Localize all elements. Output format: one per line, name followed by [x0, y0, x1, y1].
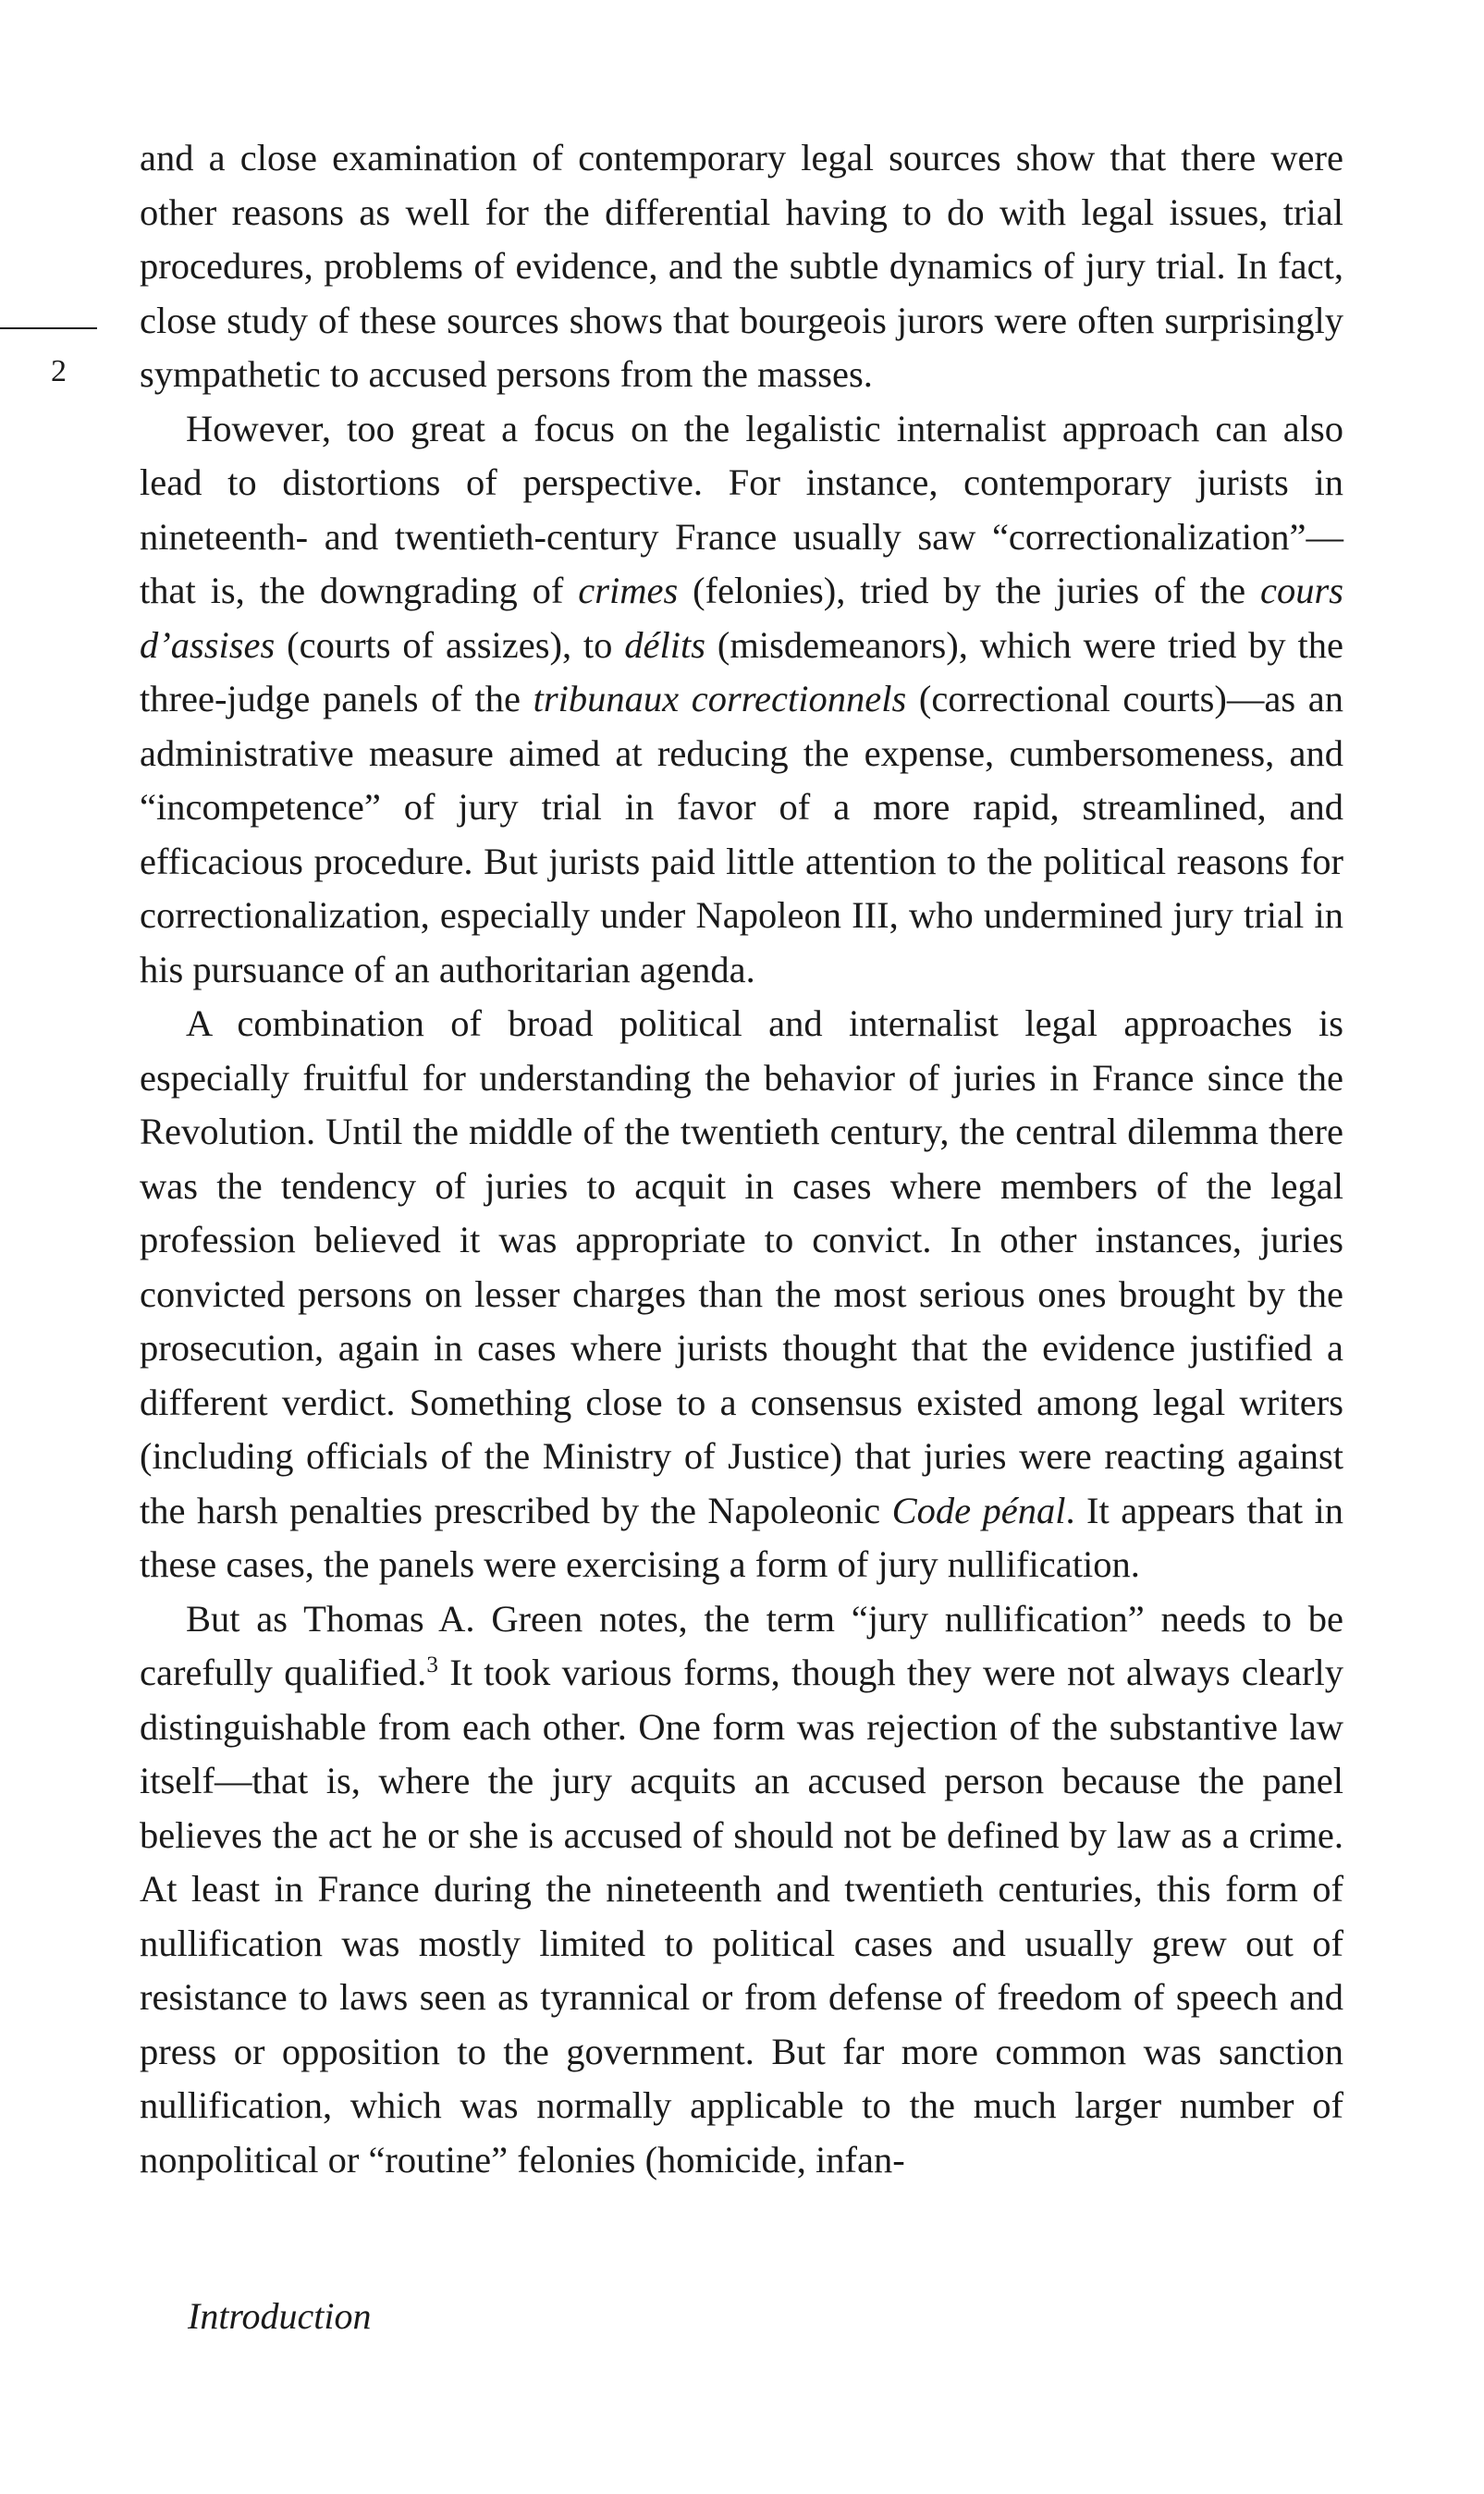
- italic-term-code-penal: Code pénal: [891, 1489, 1066, 1531]
- text-run: (courts of assizes), to: [275, 623, 625, 666]
- text-run: However, too great a focus on the legalistic internalist approach can also lead to distortions of perspective. For instance, contemporary jurists in nineteenth- and twentieth-century France usually saw “correctionalization”— that is, the downgrading of: [140, 407, 1343, 611]
- text-run: (correctional courts)—as an administrative measure aimed at reducing the expense, cumbersomeness, and “incompetence” of jury trial in favor of a more rapid, streamlined, and efficacious procedure. But jurists paid little attention to the political reasons for correctionalization, especially under Napoleon III, who undermined jury trial in his pursuance of an authoritarian agenda.: [140, 678, 1343, 990]
- paragraph-1: and a close examination of contemporary legal sources show that there were other reasons as well for the differential having to do with legal issues, trial procedures, problems of evidence, and the subtle dynamics of jury trial. In fact, close study of these sources shows that bourgeois jurors were often surprisingly sympathetic to accused persons from the masses.: [140, 137, 1343, 395]
- text-run: A combination of broad political and internalist legal approaches is especially fruitful for understanding the behavior of juries in France since the Revolution. Until the middle of the twentieth century, the central dilemma there was the tendency of juries to acquit in cases where members of the legal profession believed it was appropriate to convict. In other instances, juries convicted persons on lesser charges than the most serious ones brought by the prosecution, again in cases where jurists thought that the evidence justified a different verdict. Something close to a consensus existed among legal writers (including officials of the Ministry of Justice) that juries were reacting against the harsh penalties prescribed by the Napoleonic: [140, 1002, 1343, 1531]
- text-run: But as Thomas A. Green notes, the term “jury nullification” needs to be carefully qualified.: [140, 1597, 1343, 1693]
- body-text: [140, 131, 1343, 2187]
- paragraph-3: [140, 997, 1343, 1592]
- page-number-rule: [0, 327, 97, 329]
- text-run: . It appears that in these cases, the panels were exercising a form of jury nullification.: [140, 1489, 1344, 1585]
- text-run: (felonies), tried by the juries of the: [678, 570, 1260, 611]
- paragraph-2: [140, 402, 1343, 998]
- italic-term-tribunaux-correctionnels: tribunaux correctionnels: [533, 678, 907, 719]
- text-run: It took various forms, though they were not always clearly distinguishable from each other. One form was rejection of the substantive law itself—that is, where the jury acquits an accused person because the panel believes the act he or she is accused of should not be defined by law as a crime. At least in France during the nineteenth and twentieth centuries, this form of nullification was mostly limited to political cases and usually grew out of resistance to laws seen as tyrannical or from defense of freedom of speech and press or opposition to the government. But far more common was sanction nullification, which was normally applicable to the much larger number of nonpolitical or “routine” felonies (homicide, infan-: [140, 1652, 1343, 2181]
- text-run: (misdemeanors), which were tried by the three-judge panels of the: [140, 623, 1344, 719]
- italic-term-cours-dassises: cours d’assises: [140, 570, 1343, 666]
- italic-term-crimes: crimes: [578, 570, 679, 611]
- page-number: 2: [51, 354, 67, 388]
- footnote-marker[interactable]: 3: [426, 1652, 438, 1678]
- italic-term-delits: délits: [624, 623, 706, 666]
- running-footer: Introduction: [188, 2295, 372, 2337]
- paragraph-4: [140, 1592, 1343, 2188]
